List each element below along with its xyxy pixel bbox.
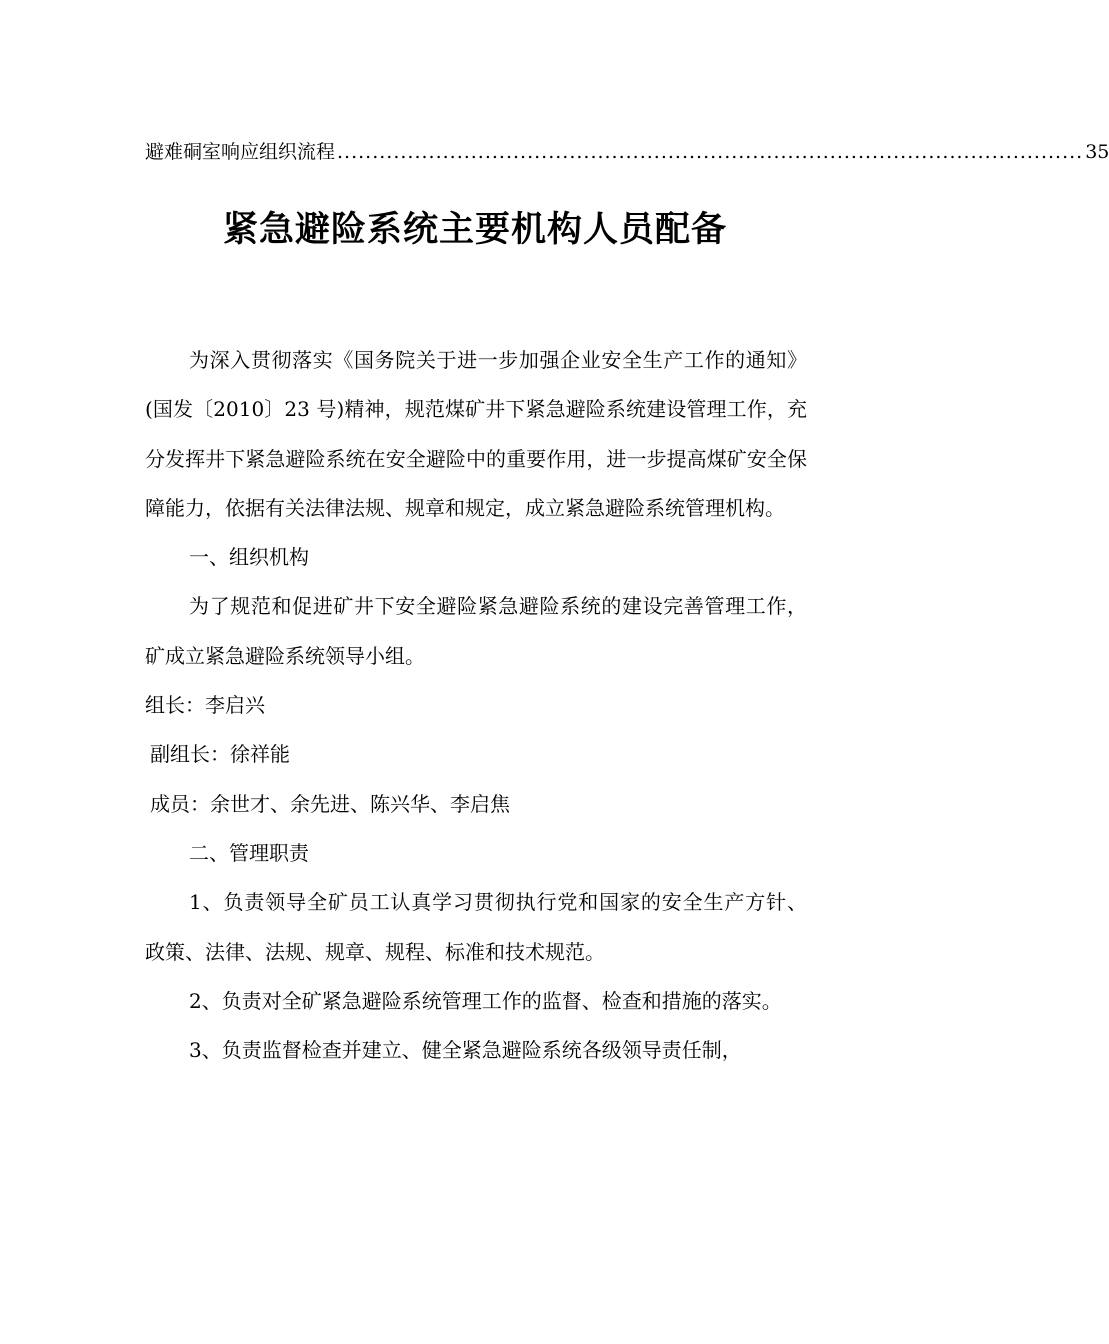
responsibility-item-3: 3、负责监督检查并建立、健全紧急避险系统各级领导责任制，: [189, 1038, 742, 1063]
deputy-leader-line: 副组长：徐祥能: [150, 742, 290, 767]
responsibility-item-2: 2、负责对全矿紧急避险系统管理工作的监督、检查和措施的落实。: [189, 988, 782, 1013]
members-line: 成员：余世才、余先进、陈兴华、李启焦: [150, 791, 510, 816]
toc-entry[interactable]: [145, 138, 1109, 166]
leader-line: 组长：李启兴: [145, 693, 265, 718]
intro-paragraph: 为深入贯彻落实《国务院关于进一步加强企业安全生产工作的通知》(国发〔2010〕23 号)精神，规范煤矿井下紧急避险系统建设管理工作，充分发挥井下紧急避险系统在安全避险中的重要作用，进一步提高煤矿安全保障能力，依据有关法律法规、规章和规定，成立紧急避险系统管理机构。: [145, 348, 807, 520]
toc-entry-title: 避难硐室响应组织流程: [145, 141, 336, 163]
responsibility-item-1: 1、负责领导全矿员工认真学习贯彻执行党和国家的安全生产方针、 政策、法律、法规、规章、规程、标准和技术规范。: [145, 890, 807, 964]
heading-responsibilities: 二、管理职责: [189, 840, 309, 865]
heading-organization: 一、组织机构: [189, 545, 309, 570]
organization-paragraph: 为了规范和促进矿井下安全避险紧急避险系统的建设完善管理工作，矿成立紧急避险系统领导小组。: [145, 594, 807, 668]
toc-page-number: 35: [1085, 141, 1109, 163]
section-title: 紧急避险系统主要机构人员配备: [222, 210, 727, 250]
toc-leader-dots: ..........................................................................................................: [337, 141, 1084, 163]
document-body: [145, 336, 807, 1075]
